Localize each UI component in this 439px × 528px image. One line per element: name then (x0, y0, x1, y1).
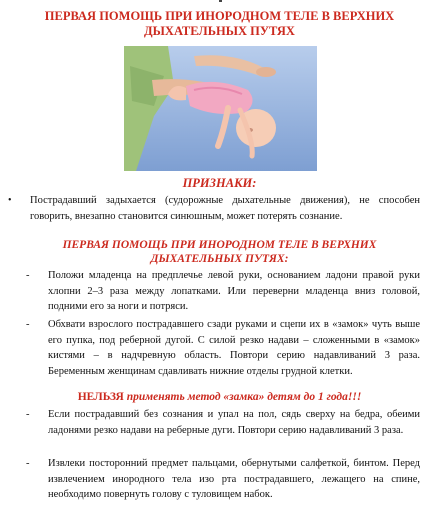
page-title (0, 9, 439, 39)
list-dash: - (26, 458, 30, 469)
list-dash: - (26, 270, 30, 281)
signs-heading: ПРИЗНАКИ: (182, 176, 257, 190)
list-item (26, 407, 420, 438)
page-title-line-2: ДЫХАТЕЛЬНЫХ ПУТЯХ (144, 24, 295, 38)
signs-text: Пострадавший задыхается (судорожные дыхательные движения), не способен говорить, внезапно становится синюшным, может потерять сознание. (30, 195, 420, 222)
list-item-text: Обхвати взрослого пострадавшего сзади руками и сцепи их в «замок» чуть выше его пупка, под реберной дугой. С силой резко надави – сложенными в «замок» кистями – в надчревную область. Повтори серию надавливаний 3 раза. Беременным женщинам сдавливать нижние отделы грудной клетки. (48, 319, 420, 377)
list-item-text: Если пострадавший без сознания и упал на пол, сядь сверху на бедра, обеими ладонями резко надави на реберные дуги. Повтори серию надавливаний 3 раза. (48, 409, 420, 436)
list-dash: - (26, 409, 30, 420)
section-heading (0, 238, 439, 266)
page-title-line-1: ПЕРВАЯ ПОМОЩЬ ПРИ ИНОРОДНОМ ТЕЛЕ В ВЕРХНИХ (44, 9, 395, 23)
bullet-marker: • (8, 195, 12, 206)
warning-line (0, 390, 439, 404)
infant-first-aid-photo (124, 46, 317, 171)
list-dash: - (26, 319, 30, 330)
list-item-text: Извлеки посторонний предмет пальцами, обернутыми салфеткой, бинтом. Перед извлечением инородного тела изо рта пострадавшего, лежащего на спине, необходимо повернуть голову с туловищем набок. (48, 458, 420, 500)
list-item (26, 456, 420, 503)
list-item (26, 268, 420, 315)
list-item-text: Положи младенца на предплечье левой руки, основанием ладони правой руки хлопни 2–3 раза между лопатками. Или переверни младенца вниз головой, подними его за ноги и потряси. (48, 270, 420, 312)
warning-text: применять метод «замка» детям до 1 года!!! (123, 391, 362, 403)
section-heading-line-1: ПЕРВАЯ ПОМОЩЬ ПРИ ИНОРОДНОМ ТЕЛЕ В ВЕРХНИХ (62, 239, 377, 251)
page-mark (219, 0, 222, 2)
warning-prefix: НЕЛЬЗЯ (77, 391, 124, 403)
section-heading-line-2: ДЫХАТЕЛЬНЫХ ПУТЯХ: (150, 253, 289, 265)
signs-bullet (8, 193, 420, 224)
list-item (26, 317, 420, 379)
